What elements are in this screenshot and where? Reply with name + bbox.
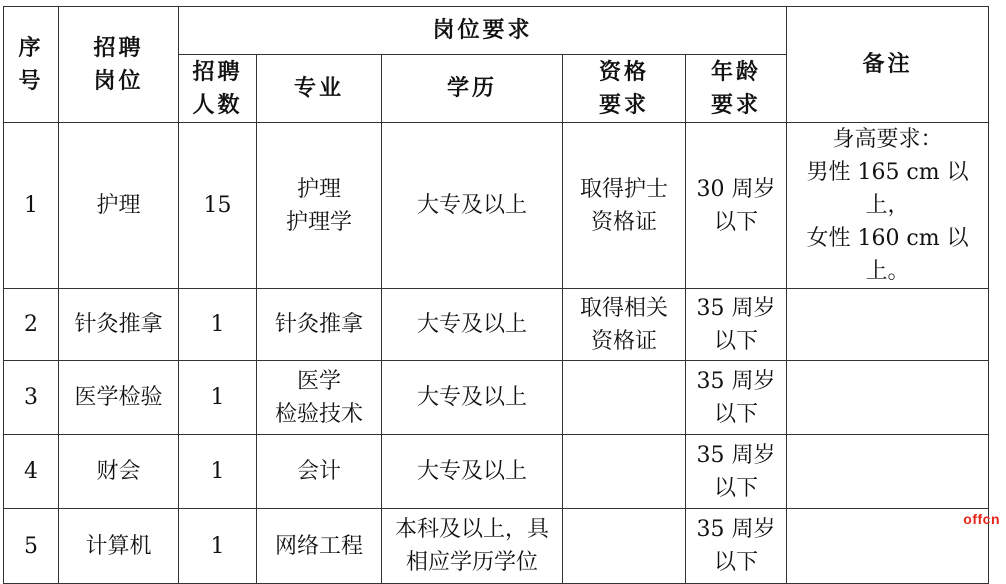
cell-position: 护理 bbox=[59, 123, 179, 289]
header-education: 学历 bbox=[382, 55, 563, 123]
cell-qualification bbox=[563, 509, 686, 584]
cell-seq: 2 bbox=[4, 289, 59, 361]
cell-major: 医学 检验技术 bbox=[257, 361, 382, 435]
cell-education: 本科及以上，具 相应学历学位 bbox=[382, 509, 563, 584]
cell-count: 1 bbox=[179, 509, 257, 584]
table-row bbox=[4, 361, 989, 435]
table-row bbox=[4, 435, 989, 509]
header-headcount: 招聘 人数 bbox=[179, 55, 257, 123]
header-seq: 序 号 bbox=[4, 7, 59, 123]
header-position: 招聘 岗位 bbox=[59, 7, 179, 123]
table-row bbox=[4, 509, 989, 584]
header-remarks: 备注 bbox=[787, 7, 989, 123]
cell-count: 1 bbox=[179, 289, 257, 361]
header-requirements: 岗位要求 bbox=[179, 7, 787, 55]
cell-count: 1 bbox=[179, 361, 257, 435]
cell-count: 15 bbox=[179, 123, 257, 289]
cell-age: 35 周岁 以下 bbox=[686, 289, 787, 361]
cell-major: 护理 护理学 bbox=[257, 123, 382, 289]
cell-remark bbox=[787, 289, 989, 361]
header-qualification: 资格 要求 bbox=[563, 55, 686, 123]
cell-education: 大专及以上 bbox=[382, 435, 563, 509]
cell-position: 针灸推拿 bbox=[59, 289, 179, 361]
cell-seq: 1 bbox=[4, 123, 59, 289]
cell-age: 30 周岁 以下 bbox=[686, 123, 787, 289]
header-row-1 bbox=[4, 7, 989, 55]
cell-education: 大专及以上 bbox=[382, 123, 563, 289]
cell-qualification: 取得护士 资格证 bbox=[563, 123, 686, 289]
cell-remark: 身高要求： 男性 165 cm 以上， 女性 160 cm 以上。 bbox=[787, 123, 989, 289]
offcn-watermark: offcn bbox=[963, 511, 1000, 527]
cell-major: 针灸推拿 bbox=[257, 289, 382, 361]
cell-age: 35 周岁 以下 bbox=[686, 435, 787, 509]
cell-remark bbox=[787, 361, 989, 435]
cell-major: 会计 bbox=[257, 435, 382, 509]
cell-age: 35 周岁 以下 bbox=[686, 509, 787, 584]
cell-qualification: 取得相关 资格证 bbox=[563, 289, 686, 361]
cell-major: 网络工程 bbox=[257, 509, 382, 584]
cell-seq: 4 bbox=[4, 435, 59, 509]
cell-qualification bbox=[563, 435, 686, 509]
cell-remark bbox=[787, 509, 989, 584]
cell-education: 大专及以上 bbox=[382, 289, 563, 361]
cell-qualification bbox=[563, 361, 686, 435]
cell-age: 35 周岁 以下 bbox=[686, 361, 787, 435]
cell-position: 财会 bbox=[59, 435, 179, 509]
cell-count: 1 bbox=[179, 435, 257, 509]
cell-position: 医学检验 bbox=[59, 361, 179, 435]
recruitment-table bbox=[3, 6, 989, 584]
cell-seq: 3 bbox=[4, 361, 59, 435]
cell-seq: 5 bbox=[4, 509, 59, 584]
cell-education: 大专及以上 bbox=[382, 361, 563, 435]
header-major: 专业 bbox=[257, 55, 382, 123]
header-age: 年龄 要求 bbox=[686, 55, 787, 123]
table-row bbox=[4, 289, 989, 361]
cell-remark bbox=[787, 435, 989, 509]
table-row bbox=[4, 123, 989, 289]
cell-position: 计算机 bbox=[59, 509, 179, 584]
